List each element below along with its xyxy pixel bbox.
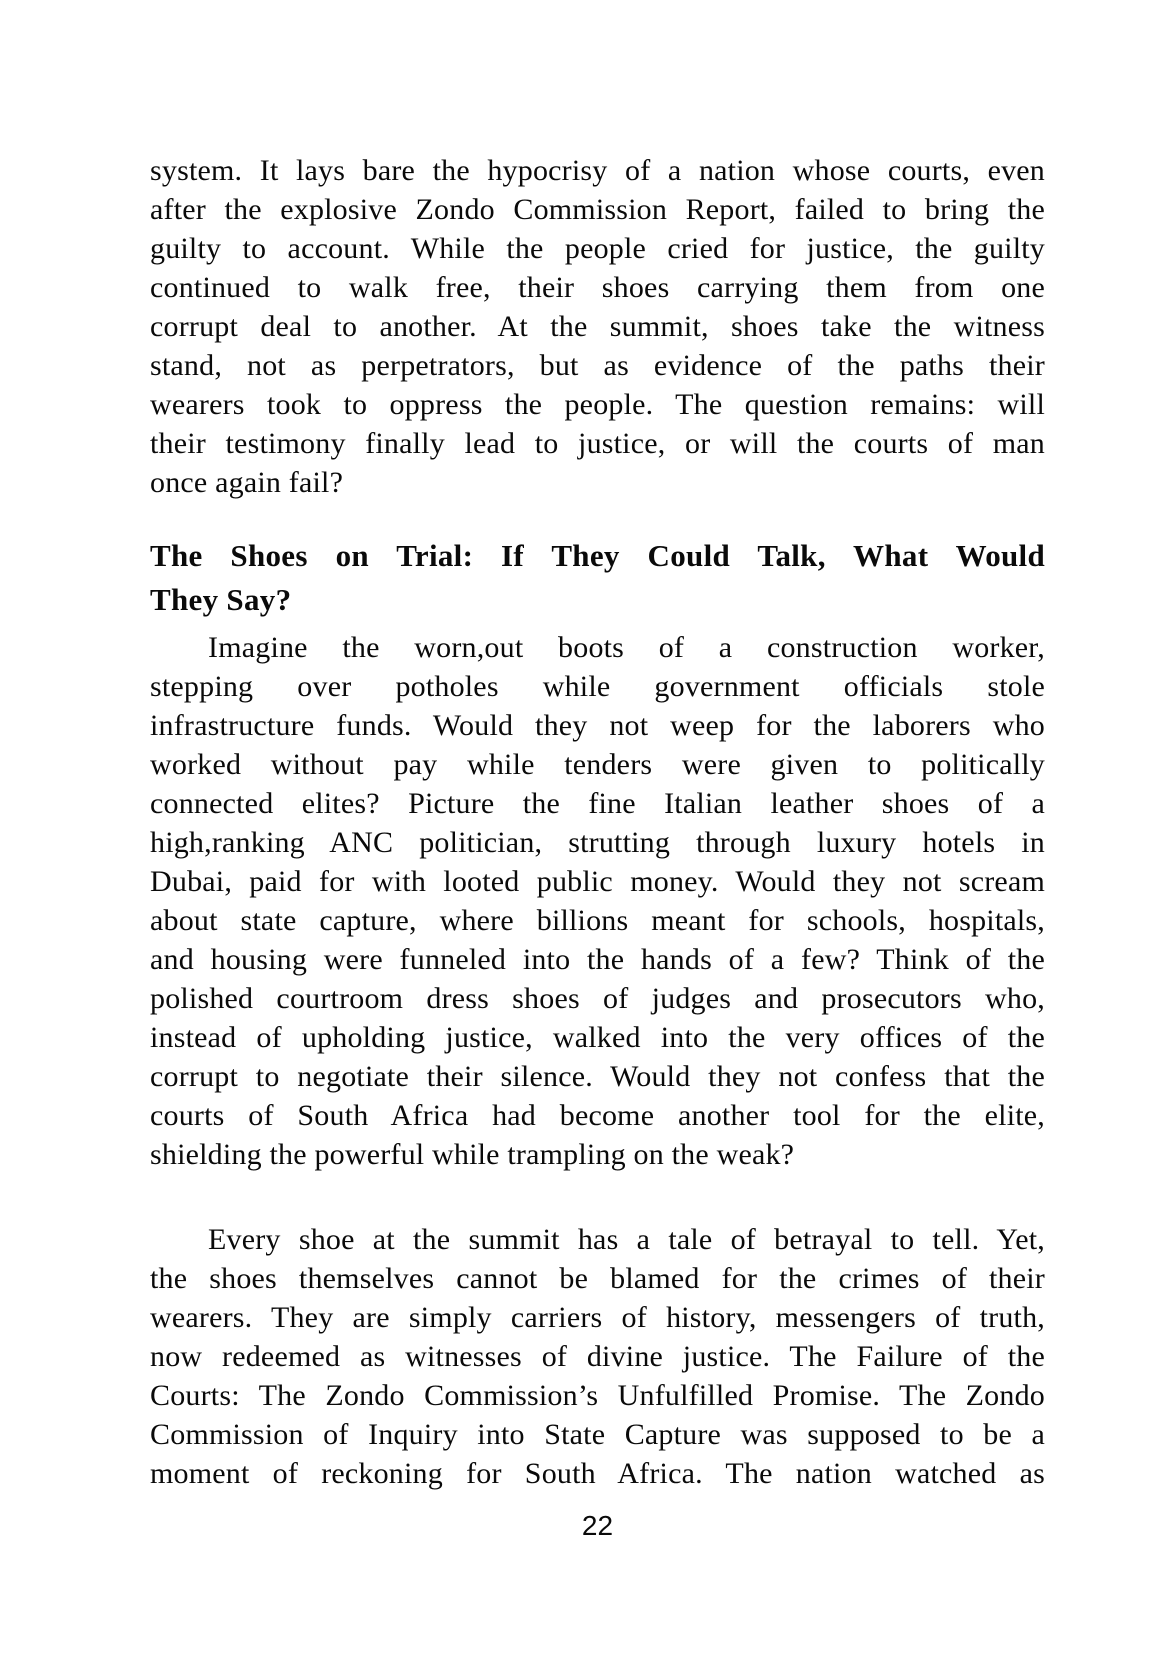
- text-line: Every shoe at the summit has a tale of betrayal to tell. Yet,: [208, 1223, 1045, 1256]
- text-line: stepping over potholes while government officials stole: [150, 670, 1045, 703]
- text-line: wearers. They are simply carriers of history, messengers of truth,: [150, 1301, 1045, 1334]
- text-line: once again fail?: [150, 466, 344, 499]
- page-number: 22: [581, 1510, 614, 1541]
- paragraph: [150, 628, 1045, 1174]
- text-line: continued to walk free, their shoes carrying them from one: [150, 271, 1045, 304]
- paragraph: [150, 1220, 1045, 1493]
- text-line: Imagine the worn,out boots of a construction worker,: [208, 631, 1045, 664]
- text-line: instead of upholding justice, walked into the very offices of the: [150, 1021, 1045, 1054]
- heading-line: The Shoes on Trial: If They Could Talk, What Would: [150, 538, 1045, 573]
- text-line: wearers took to oppress the people. The question remains: will: [150, 388, 1045, 421]
- text-line: courts of South Africa had become another tool for the elite,: [150, 1099, 1045, 1132]
- text-line: guilty to account. While the people cried for justice, the guilty: [150, 232, 1045, 265]
- text-line: the shoes themselves cannot be blamed for the crimes of their: [150, 1262, 1045, 1295]
- paragraph: [150, 151, 1045, 502]
- text-line: Courts: The Zondo Commission’s Unfulfilled Promise. The Zondo: [150, 1379, 1045, 1412]
- text-line: about state capture, where billions meant for schools, hospitals,: [150, 904, 1045, 937]
- text-line: polished courtroom dress shoes of judges and prosecutors who,: [150, 982, 1045, 1015]
- text-line: corrupt deal to another. At the summit, shoes take the witness: [150, 310, 1045, 343]
- text-line: and housing were funneled into the hands of a few? Think of the: [150, 943, 1045, 976]
- text-line: connected elites? Picture the fine Italian leather shoes of a: [150, 787, 1045, 820]
- text-line: Commission of Inquiry into State Capture was supposed to be a: [150, 1418, 1045, 1451]
- text-line: worked without pay while tenders were given to politically: [150, 748, 1045, 781]
- text-line: shielding the powerful while trampling on the weak?: [150, 1138, 795, 1171]
- text-line: Dubai, paid for with looted public money. Would they not scream: [150, 865, 1045, 898]
- section-heading: [150, 534, 1045, 622]
- text-line: their testimony finally lead to justice, or will the courts of man: [150, 427, 1045, 460]
- text-line: corrupt to negotiate their silence. Would they not confess that the: [150, 1060, 1045, 1093]
- text-line: stand, not as perpetrators, but as evidence of the paths their: [150, 349, 1045, 382]
- text-line: high,ranking ANC politician, strutting through luxury hotels in: [150, 826, 1045, 859]
- text-line: now redeemed as witnesses of divine justice. The Failure of the: [150, 1340, 1045, 1373]
- text-line: system. It lays bare the hypocrisy of a nation whose courts, even: [150, 154, 1045, 187]
- text-column: [150, 151, 1045, 1493]
- heading-line: They Say?: [150, 582, 292, 617]
- text-line: moment of reckoning for South Africa. The nation watched as: [150, 1457, 1045, 1490]
- text-line: infrastructure funds. Would they not weep for the laborers who: [150, 709, 1045, 742]
- text-line: after the explosive Zondo Commission Report, failed to bring the: [150, 193, 1045, 226]
